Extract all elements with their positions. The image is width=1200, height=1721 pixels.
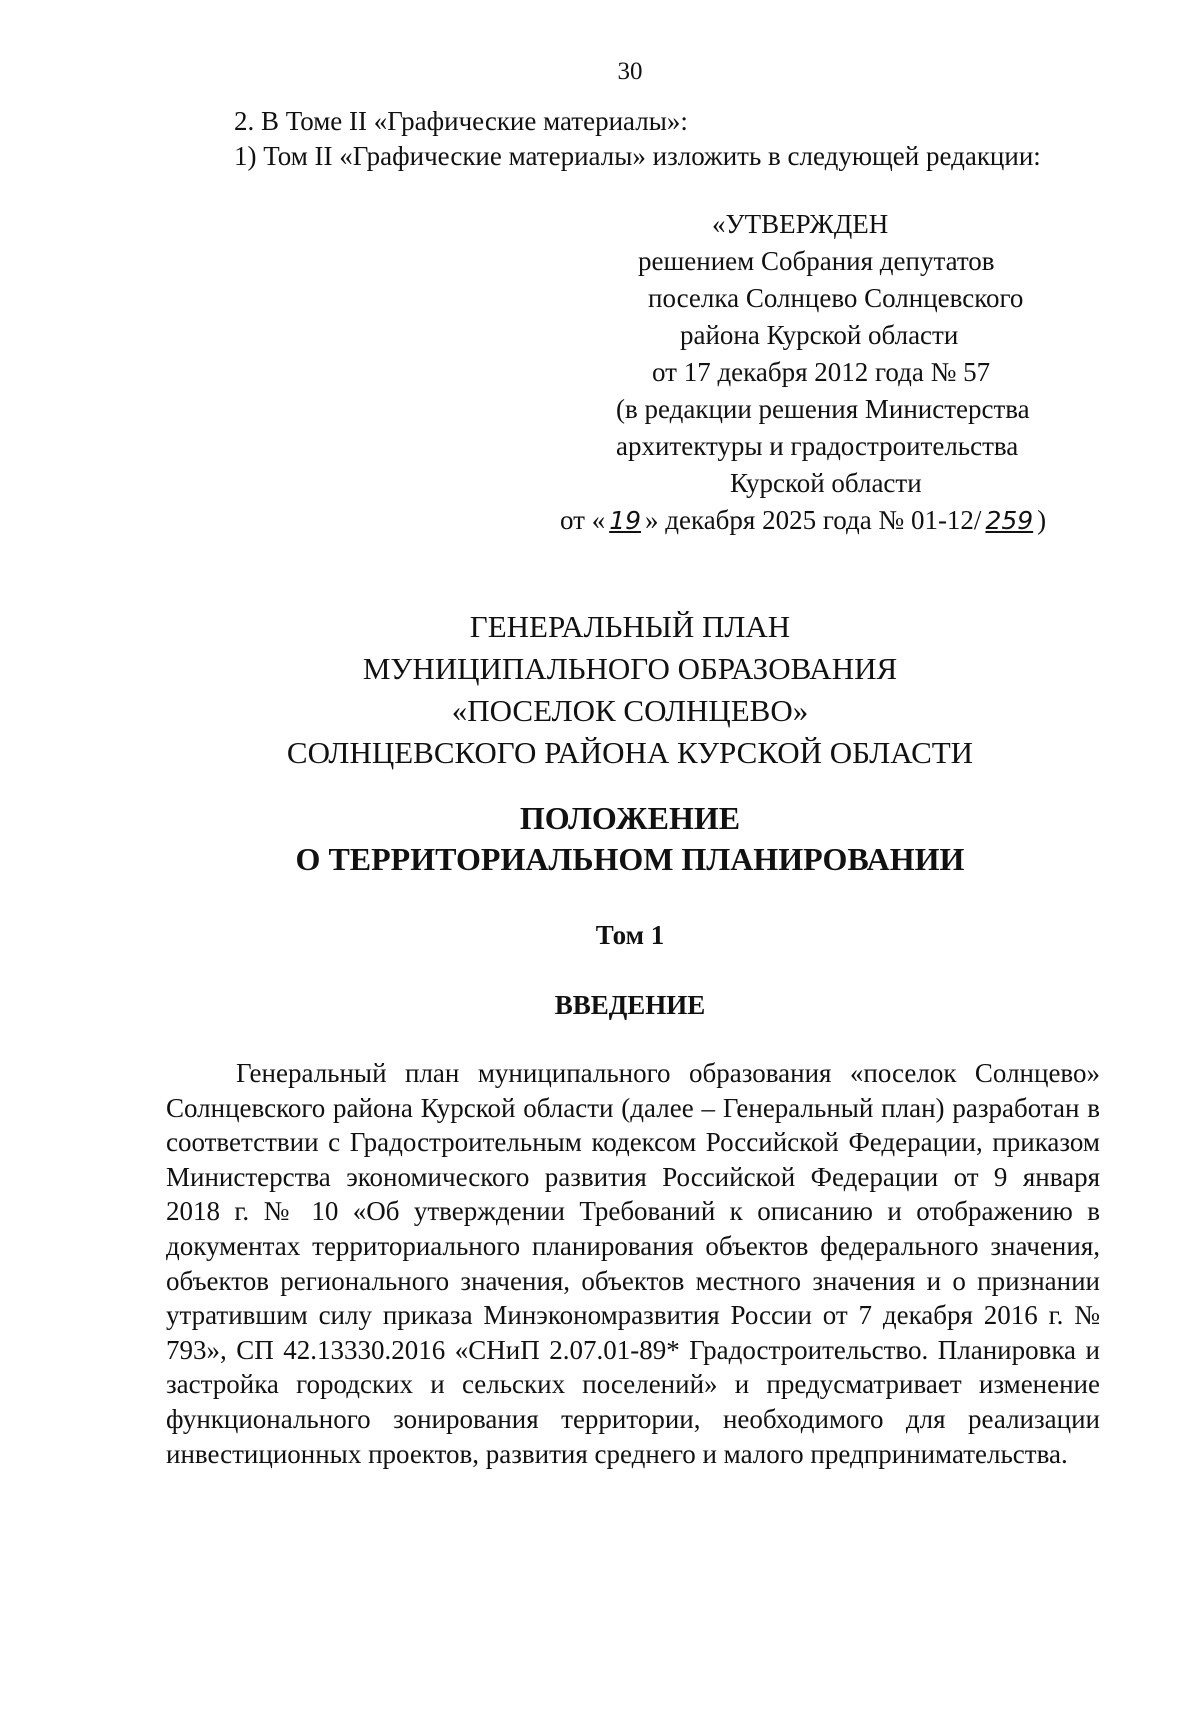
plan-title-line-4: СОЛНЦЕВСКОГО РАЙОНА КУРСКОЙ ОБЛАСТИ xyxy=(286,735,974,770)
date-prefix: от « xyxy=(560,505,606,535)
date-suffix: ) xyxy=(1037,505,1047,535)
approval-line-5: от 17 декабря 2012 года № 57 xyxy=(652,357,991,387)
approval-line-2: решением Собрания депутатов xyxy=(638,246,995,276)
approval-line-8: Курской области xyxy=(730,468,922,498)
regulation-heading xyxy=(0,798,1200,880)
approval-line-6: (в редакции решения Министерства xyxy=(616,394,1030,424)
approval-line-3: поселка Солнцево Солнцевского xyxy=(648,283,1024,313)
approval-line-7: архитектуры и градостроительства xyxy=(616,431,1019,461)
section-heading: ВВЕДЕНИЕ xyxy=(554,990,706,1020)
regulation-line-1: ПОЛОЖЕНИЕ xyxy=(519,800,741,836)
intro-line-2: 1) Том II «Графические материалы» изложить в следующей редакции: xyxy=(234,141,1041,171)
date-middle: » декабря 2025 года № 01-12/ xyxy=(645,505,982,535)
approval-date-line xyxy=(540,502,1100,539)
page-number: 30 xyxy=(617,58,643,85)
volume-heading: Том 1 xyxy=(595,920,665,950)
handwritten-day: 19 xyxy=(609,506,642,535)
intro-line-1: 2. В Томе II «Графические материалы»: xyxy=(234,106,688,136)
general-plan-title xyxy=(0,606,1200,774)
approval-title: «УТВЕРЖДЕН xyxy=(712,209,889,239)
plan-title-line-2: МУНИЦИПАЛЬНОГО ОБРАЗОВАНИЯ xyxy=(362,651,898,686)
approval-stamp-block xyxy=(540,206,1100,539)
introduction-paragraph: Генеральный план муниципального образования «поселок Солнцево» Солнцевского района Курской области (далее – Генеральный план) разработан в соответствии с Градостроительным кодексом Российской Федерации, приказом Министерства экономического развития Российской Федерации от 9 января 2018 г. № 10 «Об утверждении Требований к описанию и отображению в документах территориального планирования объектов федерального значения, объектов регионального значения, объектов местного значения и о признании утратившим силу приказа Минэкономразвития России от 7 декабря 2016 г. № 793», СП 42.13330.2016 «СНиП 2.07.01-89* Градостроительство. Планировка и застройка городских и сельских поселений» и предусматривает изменение функционального зонирования территории, необходимого для реализации инвестиционных проектов, развития среднего и малого предпринимательства. xyxy=(166,1058,1100,1469)
plan-title-line-3: «ПОСЕЛОК СОЛНЦЕВО» xyxy=(451,693,809,728)
approval-line-4: района Курской области xyxy=(680,320,959,350)
plan-title-line-1: ГЕНЕРАЛЬНЫЙ ПЛАН xyxy=(469,609,791,644)
intro-block xyxy=(234,104,1041,174)
regulation-line-2: О ТЕРРИТОРИАЛЬНОМ ПЛАНИРОВАНИИ xyxy=(295,841,965,877)
handwritten-doc-number: 259 xyxy=(985,506,1034,535)
